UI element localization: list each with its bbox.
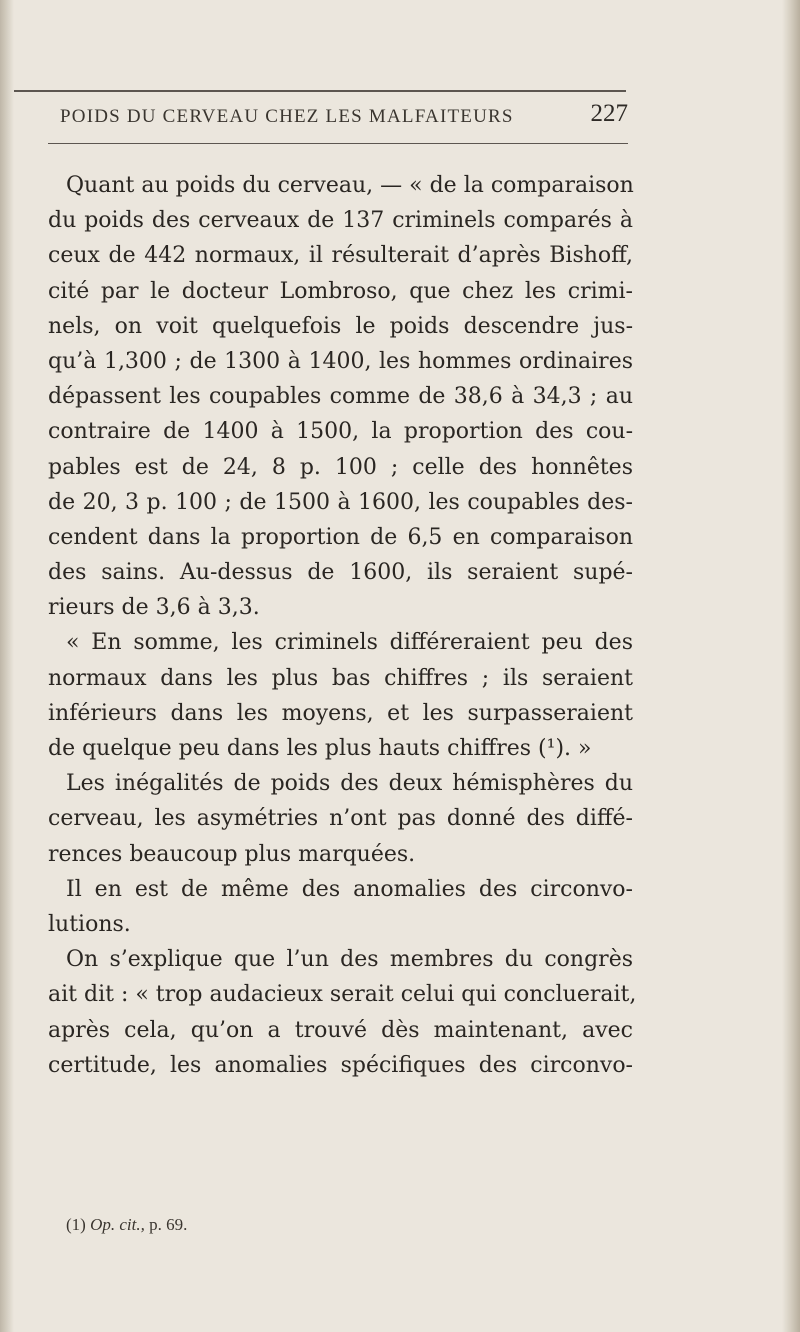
text-line: qu’à 1,300 ; de 1300 à 1400, les hommes ordinaires	[48, 348, 633, 374]
text-line: inférieurs dans les moyens, et les surpasseraient	[48, 700, 633, 726]
text-line: « En somme, les criminels différeraient peu des	[66, 630, 633, 656]
running-head: POIDS DU CERVEAU CHEZ LES MALFAITEURS	[60, 106, 514, 127]
text-line: des sains. Au-dessus de 1600, ils seraient supé-	[48, 560, 633, 586]
text-line: dépassent les coupables comme de 38,6 à 34,3 ; au	[48, 384, 633, 410]
text-line: de quelque peu dans les plus hauts chiffres (¹). »	[48, 736, 592, 761]
footnote	[66, 1215, 187, 1235]
header-rule-top	[14, 90, 626, 92]
text-line: Les inégalités de poids des deux hémisphères du	[66, 771, 633, 797]
text-line: nels, on voit quelquefois le poids descendre jus-	[48, 313, 633, 339]
text-line: rences beaucoup plus marquées.	[48, 841, 416, 867]
text-line: Il en est de même des anomalies des circonvo-	[66, 876, 633, 902]
right-page-edge-shadow	[782, 0, 800, 1332]
text-line: de 20, 3 p. 100 ; de 1500 à 1600, les coupables des-	[48, 489, 633, 515]
text-line: rieurs de 3,6 à 3,3.	[48, 595, 260, 621]
footnote-page: p. 69.	[149, 1215, 188, 1234]
text-line: pables est de 24, 8 p. 100 ; celle des honnêtes	[48, 454, 633, 480]
text-line: ait dit : « trop audacieux serait celui qui concluerait,	[48, 982, 637, 1008]
page-header	[60, 100, 628, 136]
body-text	[48, 168, 637, 1083]
text-line: On s’explique que l’un des membres du congrès	[66, 947, 633, 973]
page-number: 227	[590, 100, 628, 127]
text-line: cerveau, les asymétries n’ont pas donné des diffé-	[48, 806, 633, 832]
left-binding-gutter	[0, 0, 14, 1332]
text-line: normaux dans les plus bas chiffres ; ils seraient	[48, 665, 633, 691]
text-line: cité par le docteur Lombroso, que chez les crimi-	[48, 278, 633, 304]
text-line: certitude, les anomalies spécifiques des circonvo-	[48, 1052, 633, 1078]
text-line: lutions.	[48, 911, 131, 937]
text-line: cendent dans la proportion de 6,5 en comparaison	[48, 524, 633, 550]
text-line: ceux de 442 normaux, il résulterait d’après Bishoff,	[48, 243, 633, 269]
footnote-citation: Op. cit.,	[90, 1215, 145, 1234]
text-line: après cela, qu’on a trouvé dès maintenant, avec	[48, 1017, 633, 1043]
text-line: du poids des cerveaux de 137 criminels comparés à	[48, 208, 633, 234]
text-line: Quant au poids du cerveau, — « de la comparaison	[66, 173, 634, 198]
footnote-marker: (1)	[66, 1215, 86, 1234]
text-line: contraire de 1400 à 1500, la proportion des cou-	[48, 419, 633, 445]
header-rule-bottom	[48, 143, 628, 144]
